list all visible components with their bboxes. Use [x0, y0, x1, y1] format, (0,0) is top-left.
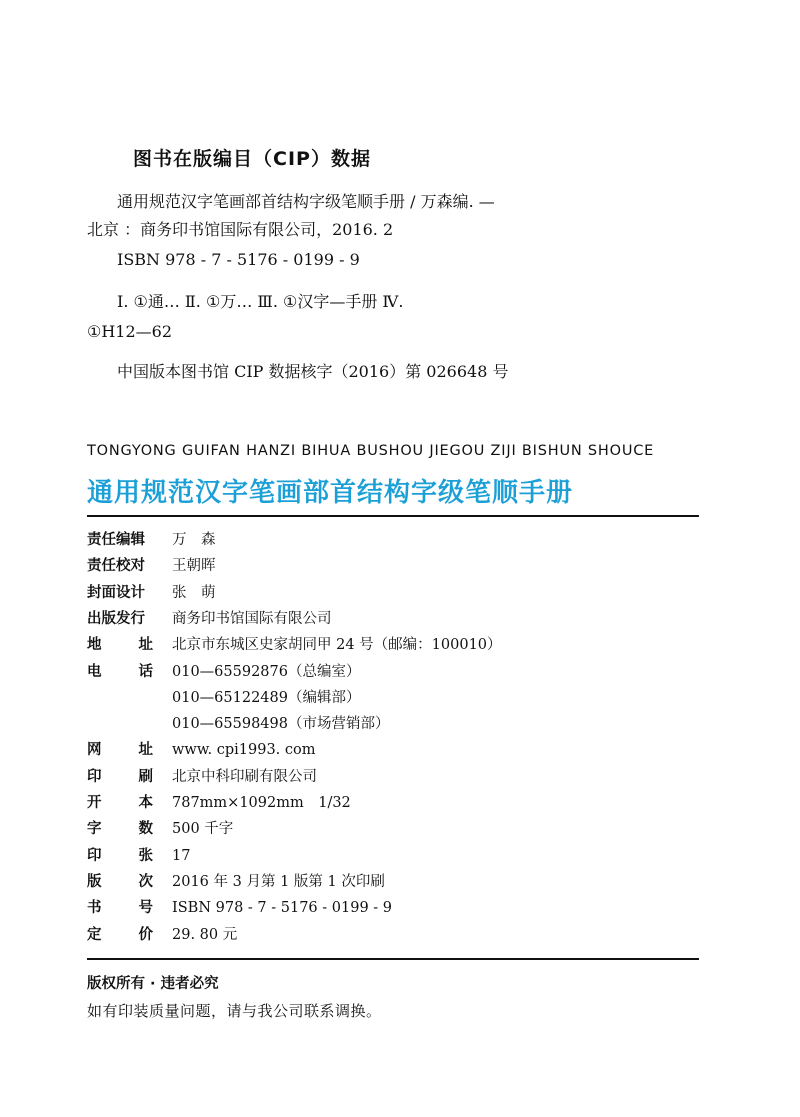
cip-line-record: 中国版本图书馆 CIP 数据核字（2016）第 026648 号 [117, 362, 509, 381]
pinyin-title: TONGYONG GUIFAN HANZI BIHUA BUSHOU JIEGOU ZIJI BISHUN SHOUCE [87, 443, 655, 459]
info-label [87, 896, 153, 920]
rights-statement: 版权所有 · 违者必究 [87, 976, 219, 992]
info-label [87, 765, 153, 789]
info-label [87, 844, 153, 868]
info-label [87, 791, 153, 815]
info-label-char: 印 [87, 848, 102, 864]
info-label [87, 923, 153, 947]
top-divider [87, 515, 699, 517]
info-label: 出版发行 [87, 611, 145, 627]
cip-line-1: 通用规范汉字笔画部首结构字级笔顺手册 / 万森编. — [117, 192, 495, 211]
info-label [87, 817, 153, 841]
info-label-char: 刷 [138, 769, 153, 785]
info-value: ISBN 978 - 7 - 5176 - 0199 - 9 [172, 900, 393, 916]
info-label: 责任编辑 [87, 532, 145, 548]
book-title: 通用规范汉字笔画部首结构字级笔顺手册 [87, 478, 574, 508]
info-label-char: 址 [138, 742, 153, 758]
info-label-char: 版 [87, 874, 102, 890]
info-value: 2016 年 3 月第 1 版第 1 次印刷 [172, 874, 385, 890]
info-label-char: 书 [87, 900, 102, 916]
info-label [87, 633, 153, 657]
info-value: 17 [172, 848, 191, 864]
info-label [87, 660, 153, 684]
info-label-char: 价 [138, 927, 153, 943]
quality-notice: 如有印装质量问题，请与我公司联系调换。 [87, 1002, 382, 1020]
info-label [87, 738, 153, 762]
info-value: 500 千字 [172, 821, 234, 837]
info-label-char: 网 [87, 742, 102, 758]
info-value: 29. 80 元 [172, 927, 238, 943]
info-value: www. cpi1993. com [172, 742, 316, 758]
info-label-char: 电 [87, 664, 102, 680]
info-value: 张 萌 [172, 585, 216, 601]
info-label-char: 定 [87, 927, 102, 943]
info-value: 商务印书馆国际有限公司 [172, 611, 332, 627]
info-label-char: 数 [138, 821, 153, 837]
cip-line-isbn: ISBN 978 - 7 - 5176 - 0199 - 9 [117, 250, 360, 269]
info-label-char: 次 [138, 874, 153, 890]
cip-line-clc: ①H12—62 [87, 322, 173, 341]
info-label-char: 字 [87, 821, 102, 837]
info-value: 787mm×1092mm 1/32 [172, 795, 351, 811]
info-label: 封面设计 [87, 585, 145, 601]
info-label [87, 870, 153, 894]
info-label-char: 号 [138, 900, 153, 916]
info-label: 责任校对 [87, 558, 145, 574]
info-label-char: 印 [87, 769, 102, 785]
bottom-divider [87, 958, 699, 960]
info-value: 北京中科印刷有限公司 [172, 769, 317, 785]
info-label-char: 地 [87, 637, 102, 653]
cip-line-2: 北京 ：商务印书馆国际有限公司，2016. 2 [87, 220, 394, 239]
cip-heading: 图书在版编目（CIP）数据 [133, 148, 371, 170]
info-value: 北京市东城区史家胡同甲 24 号（邮编：100010） [172, 637, 502, 653]
cip-line-classification: Ⅰ. ①通… Ⅱ. ①万… Ⅲ. ①汉字—手册 Ⅳ. [117, 292, 404, 311]
info-value: 010—65598498（市场营销部） [172, 716, 390, 732]
info-label-char: 本 [138, 795, 153, 811]
info-value: 010—65122489（编辑部） [172, 690, 361, 706]
info-value: 万 森 [172, 532, 216, 548]
info-label-char: 址 [138, 637, 153, 653]
info-value: 王朝晖 [172, 558, 216, 574]
info-value: 010—65592876（总编室） [172, 664, 361, 680]
info-label-char: 开 [87, 795, 102, 811]
info-label-char: 话 [138, 664, 153, 680]
info-label-char: 张 [138, 848, 153, 864]
